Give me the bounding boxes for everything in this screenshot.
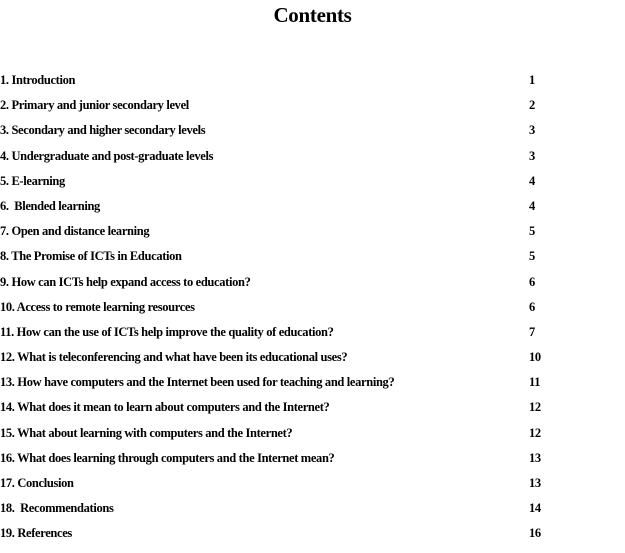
toc-entry xyxy=(0,295,625,320)
toc-entry-page-number: 12 xyxy=(529,400,541,415)
toc-entry-label: 5. E-learning xyxy=(0,173,65,188)
toc-entry xyxy=(0,194,625,219)
toc-entry-page-number: 14 xyxy=(529,501,541,516)
toc-entry xyxy=(0,68,625,93)
toc-entry xyxy=(0,93,625,118)
toc-entry xyxy=(0,370,625,395)
toc-entry-page-number: 3 xyxy=(529,148,535,163)
toc-entry-page-number: 6 xyxy=(529,299,535,314)
toc-entry-label: 4. Undergraduate and post-graduate levels xyxy=(0,148,214,163)
toc-entry-page-number: 6 xyxy=(529,274,535,289)
toc-entry-page-number: 13 xyxy=(529,476,541,490)
toc-entry xyxy=(0,471,625,496)
toc-entry-label: 13. How have computers and the Internet been used for teaching and learning? xyxy=(0,375,395,390)
toc-entry xyxy=(0,395,625,420)
toc-entry xyxy=(0,421,625,446)
toc-entry xyxy=(0,345,625,370)
toc-entry xyxy=(0,320,625,345)
table-of-contents xyxy=(0,68,625,547)
toc-entry-page-number: 3 xyxy=(529,123,535,138)
toc-entry-page-number: 16 xyxy=(529,526,541,541)
toc-entry-label: 11. How can the use of ICTs help improve the quality of education? xyxy=(0,324,334,339)
toc-entry-label: 7. Open and distance learning xyxy=(0,224,150,239)
toc-entry-page-number: 4 xyxy=(529,173,535,188)
toc-entry-page-number: 1 xyxy=(529,73,535,87)
toc-entry-label: 2. Primary and junior secondary level xyxy=(0,98,189,113)
toc-entry-page-number: 7 xyxy=(529,324,535,339)
toc-entry-label: 12. What is teleconferencing and what have been its educational uses? xyxy=(0,350,348,365)
toc-entry-label: 9. How can ICTs help expand access to education? xyxy=(0,274,251,289)
toc-entry-label: 15. What about learning with computers and the Internet? xyxy=(0,425,293,440)
toc-entry-label: 19. References xyxy=(0,526,72,541)
toc-entry-label: 14. What does it mean to learn about computers and the Internet? xyxy=(0,400,330,415)
toc-entry xyxy=(0,118,625,143)
toc-entry-page-number: 13 xyxy=(529,450,541,465)
toc-entry-label: 10. Access to remote learning resources xyxy=(0,299,195,314)
toc-entry-page-number: 12 xyxy=(529,425,541,440)
page-title: Contents xyxy=(273,3,352,27)
toc-entry xyxy=(0,219,625,244)
toc-entry-label: 17. Conclusion xyxy=(0,476,74,490)
toc-entry-page-number: 5 xyxy=(529,249,535,264)
toc-entry-page-number: 5 xyxy=(529,224,535,239)
toc-entry xyxy=(0,446,625,471)
toc-entry-label: 18. Recommendations xyxy=(0,501,114,516)
toc-entry-page-number: 11 xyxy=(529,375,541,390)
toc-entry xyxy=(0,169,625,194)
toc-entry-label: 3. Secondary and higher secondary levels xyxy=(0,123,206,138)
toc-entry xyxy=(0,244,625,269)
toc-entry xyxy=(0,496,625,521)
toc-entry-label: 1. Introduction xyxy=(0,73,76,87)
toc-entry-label: 8. The Promise of ICTs in Education xyxy=(0,249,182,264)
toc-entry-page-number: 4 xyxy=(529,198,535,213)
toc-entry xyxy=(0,521,625,546)
toc-entry xyxy=(0,144,625,169)
toc-entry xyxy=(0,270,625,295)
toc-entry-page-number: 10 xyxy=(529,350,541,365)
toc-entry-label: 16. What does learning through computers and the Internet mean? xyxy=(0,450,335,465)
toc-entry-page-number: 2 xyxy=(529,98,535,113)
toc-entry-label: 6. Blended learning xyxy=(0,198,100,213)
